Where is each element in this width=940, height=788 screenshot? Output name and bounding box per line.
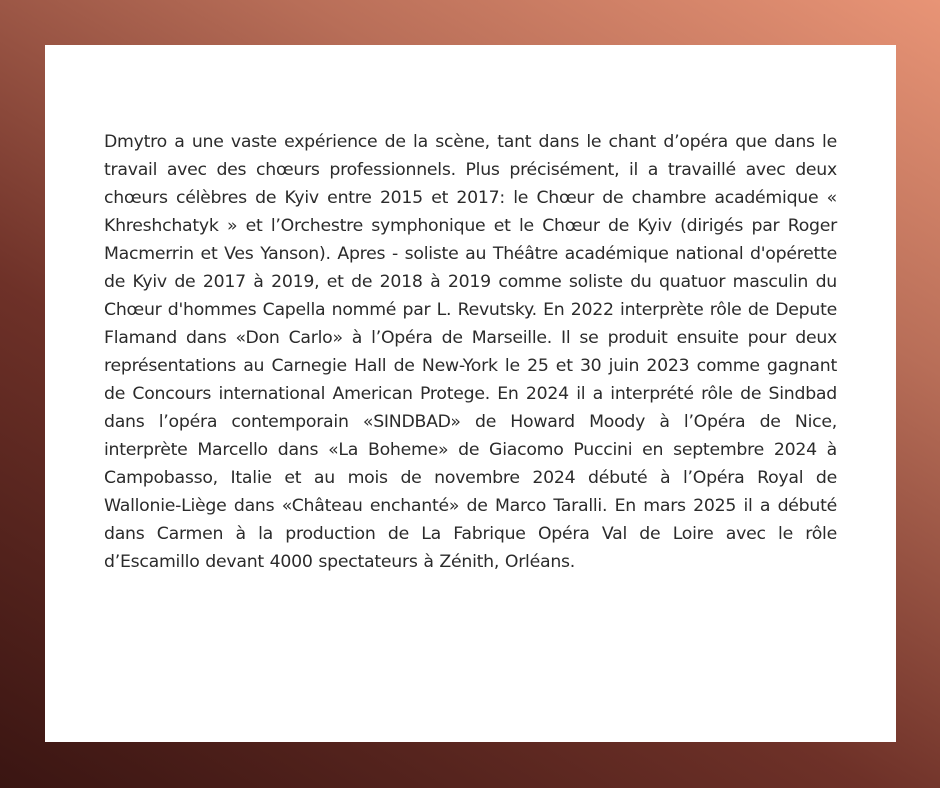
text-card [45, 45, 896, 742]
biography-paragraph: Dmytro a une vaste expérience de la scène, tant dans le chant d’opéra que dans le travail avec des chœurs professionnels. Plus précisément, il a travaillé avec deux chœurs célèbres de Kyiv entre 2015 et 2017: le Chœur de chambre académique « Khreshchatyk » et l’Orchestre symphonique et le Chœur de Kyiv (dirigés par Roger Macmerrin et Ves Yanson). Apres - soliste au Théâtre académique national d'opérette de Kyiv de 2017 à 2019, et de 2018 à 2019 comme soliste du quatuor masculin du Chœur d'hommes Capella nommé par L. Revutsky. En 2022 interprète rôle de Depute Flamand dans «Don Carlo» à l’Opéra de Marseille. Il se produit ensuite pour deux représentations au Carnegie Hall de New-York le 25 et 30 juin 2023 comme gagnant de Concours international American Protege. En 2024 il a interprété rôle de Sindbad dans l’opéra contemporain «SINDBAD» de Howard Moody à l’Opéra de Nice, interprète Marcello dans «La Boheme» de Giacomo Puccini en septembre 2024 à Campobasso, Italie et au mois de novembre 2024 débuté à l’Opéra Royal de Wallonie-Liège dans «Château enchanté» de Marco Taralli. En mars 2025 il a débuté dans Carmen à la production de La Fabrique Opéra Val de Loire avec le rôle d’Escamillo devant 4000 spectateurs à Zénith, Orléans. [104, 132, 837, 572]
